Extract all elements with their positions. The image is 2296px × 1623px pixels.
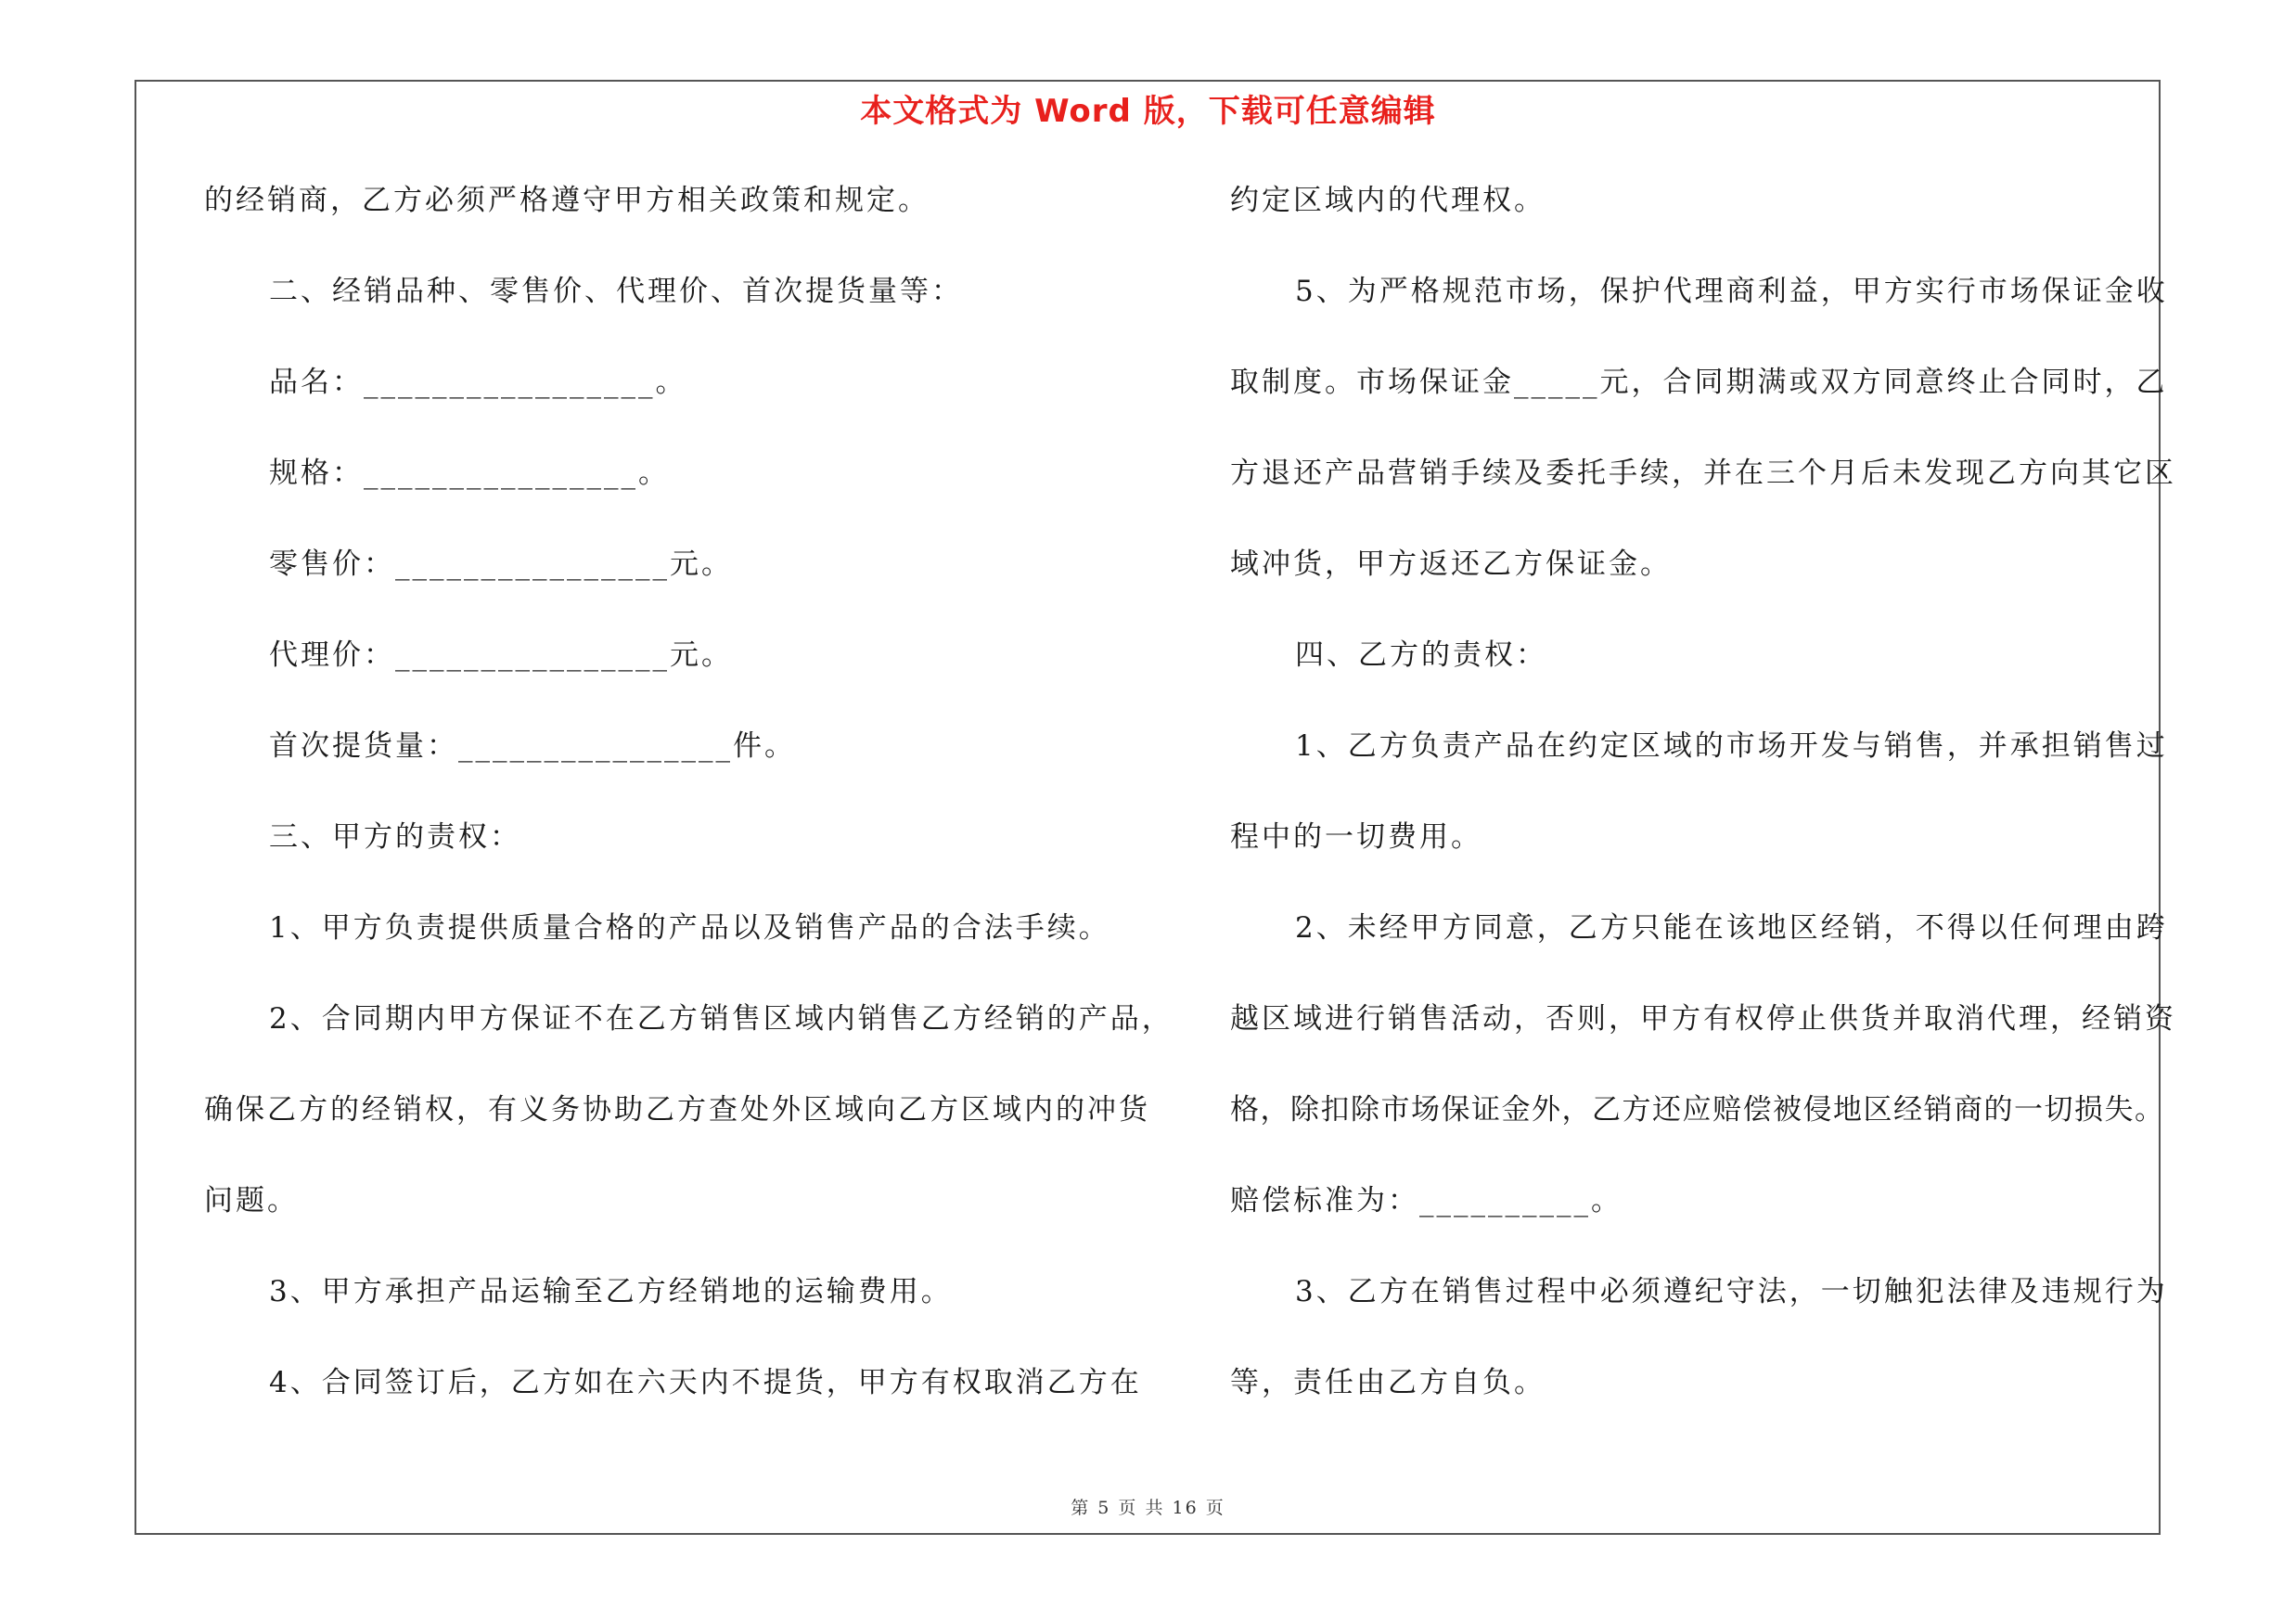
page-number-footer: 第 5 页 共 16 页 — [1071, 1498, 1225, 1518]
clause-3-2: 2、合同期内甲方保证不在乙方销售区域内销售乙方经销的产品， — [269, 1002, 1174, 1036]
field-product-name: 品名：_________________。 — [269, 366, 687, 399]
clause-4-2-continued: 越区域进行销售活动，否则，甲方有权停止供货并取消代理，经销资 — [1230, 1002, 2176, 1036]
clause-3-4: 4、合同签订后，乙方如在六天内不提货，甲方有权取消乙方在 — [269, 1366, 1142, 1399]
clause-3-2-continued: 确保乙方的经销权，有义务协助乙方查处外区域向乙方区域内的冲货 — [204, 1093, 1150, 1127]
clause-3-4-end: 约定区域内的代理权。 — [1230, 184, 1546, 217]
clause-4-3-end: 等，责任由乙方自负。 — [1230, 1366, 1546, 1399]
field-retail-price: 零售价：________________元。 — [269, 547, 733, 581]
section-heading-4: 四、乙方的责权： — [1295, 638, 1547, 672]
clause-4-2-compensation-field: 赔偿标准为：__________。 — [1230, 1184, 1623, 1217]
clause-3-5-end: 域冲货，甲方返还乙方保证金。 — [1230, 547, 1672, 581]
clause-3-5-continued: 方退还产品营销手续及委托手续，并在三个月后未发现乙方向其它区 — [1230, 457, 2176, 490]
field-specification: 规格：________________。 — [269, 457, 670, 490]
clause-4-2: 2、未经甲方同意，乙方只能在该地区经销，不得以任何理由跨 — [1295, 911, 2168, 945]
field-agent-price: 代理价：________________元。 — [269, 638, 733, 672]
clause-4-2-continued: 格，除扣除市场保证金外，乙方还应赔偿被侵地区经销商的一切损失。 — [1230, 1093, 2165, 1127]
paragraph-line: 的经销商，乙方必须严格遵守甲方相关政策和规定。 — [204, 184, 930, 217]
field-first-order-quantity: 首次提货量：________________件。 — [269, 729, 796, 763]
clause-3-3: 3、甲方承担产品运输至乙方经销地的运输费用。 — [269, 1275, 953, 1308]
clause-4-1-end: 程中的一切费用。 — [1230, 820, 1482, 854]
word-format-banner: 本文格式为 Word 版，下载可任意编辑 — [860, 93, 1436, 130]
clause-4-3: 3、乙方在销售过程中必须遵纪守法，一切触犯法律及违规行为 — [1295, 1275, 2168, 1308]
clause-3-1: 1、甲方负责提供质量合格的产品以及销售产品的合法手续。 — [269, 911, 1110, 945]
clause-4-1: 1、乙方负责产品在约定区域的市场开发与销售，并承担销售过 — [1295, 729, 2168, 763]
section-heading-3: 三、甲方的责权： — [269, 820, 521, 854]
clause-3-5: 5、为严格规范市场，保护代理商利益，甲方实行市场保证金收 — [1295, 275, 2168, 308]
clause-3-5-continued: 取制度。市场保证金_____元，合同期满或双方同意终止合同时，乙 — [1230, 366, 2168, 399]
section-heading-2: 二、经销品种、零售价、代理价、首次提货量等： — [269, 275, 963, 308]
clause-3-2-end: 问题。 — [204, 1184, 299, 1217]
